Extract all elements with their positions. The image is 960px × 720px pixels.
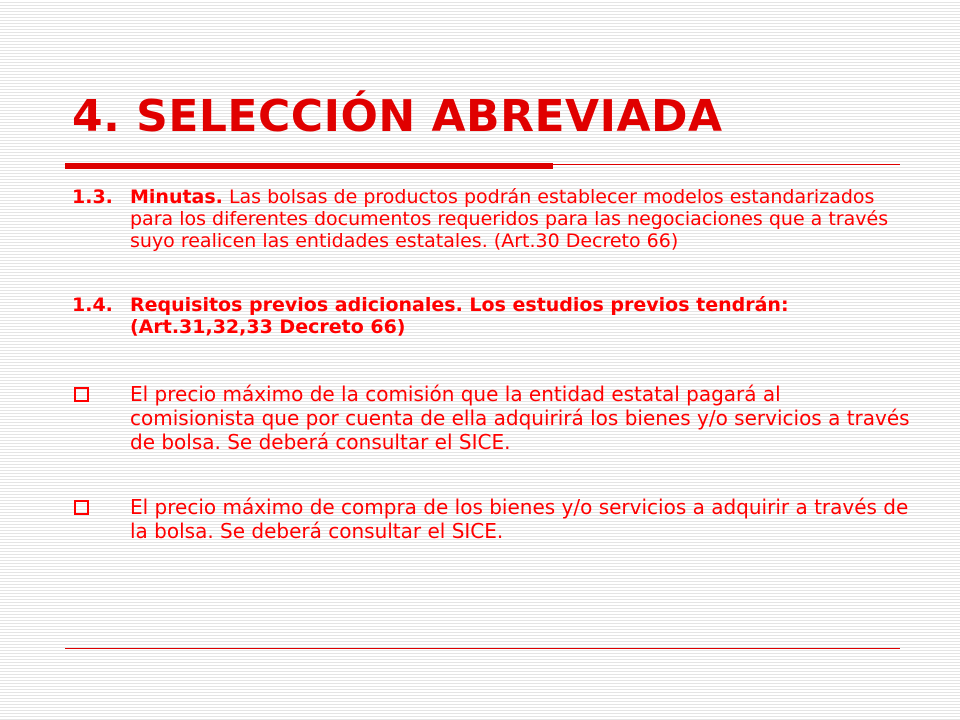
footer-rule bbox=[65, 648, 900, 649]
slide-title: 4. SELECCIÓN ABREVIADA bbox=[72, 91, 723, 142]
paragraph-minutas bbox=[72, 186, 912, 252]
title-underline-thick bbox=[65, 163, 553, 169]
bullet-item-compra bbox=[72, 495, 912, 543]
title-underline-thin bbox=[553, 164, 900, 165]
paragraph-heading: Minutas. bbox=[130, 186, 223, 208]
hollow-square-bullet-icon bbox=[74, 387, 89, 402]
bullet-text: El precio máximo de compra de los bienes y/o servicios a adquirir a través de la bolsa. Se deberá consultar el SICE. bbox=[130, 495, 909, 543]
paragraph-number: 1.3. bbox=[72, 186, 113, 208]
hollow-square-bullet-icon bbox=[74, 500, 89, 515]
paragraph-heading: Requisitos previos adicionales. Los estudios previos tendrán: (Art.31,32,33 Decreto 66) bbox=[130, 294, 789, 338]
paragraph-number: 1.4. bbox=[72, 294, 113, 316]
bullet-text: El precio máximo de la comisión que la entidad estatal pagará al comisionista que por cuenta de ella adquirirá los bienes y/o servicios a través de bolsa. Se deberá consultar el SICE. bbox=[130, 382, 910, 454]
bullet-item-comision bbox=[72, 382, 912, 454]
paragraph-text: Las bolsas de productos podrán establecer modelos estandarizados para los diferentes documentos requeridos para las negociaciones que a través suyo realicen las entidades estatales. (Art.30 Decreto 66) bbox=[130, 186, 889, 252]
paragraph-requisitos bbox=[72, 294, 912, 338]
slide-content bbox=[72, 186, 912, 543]
